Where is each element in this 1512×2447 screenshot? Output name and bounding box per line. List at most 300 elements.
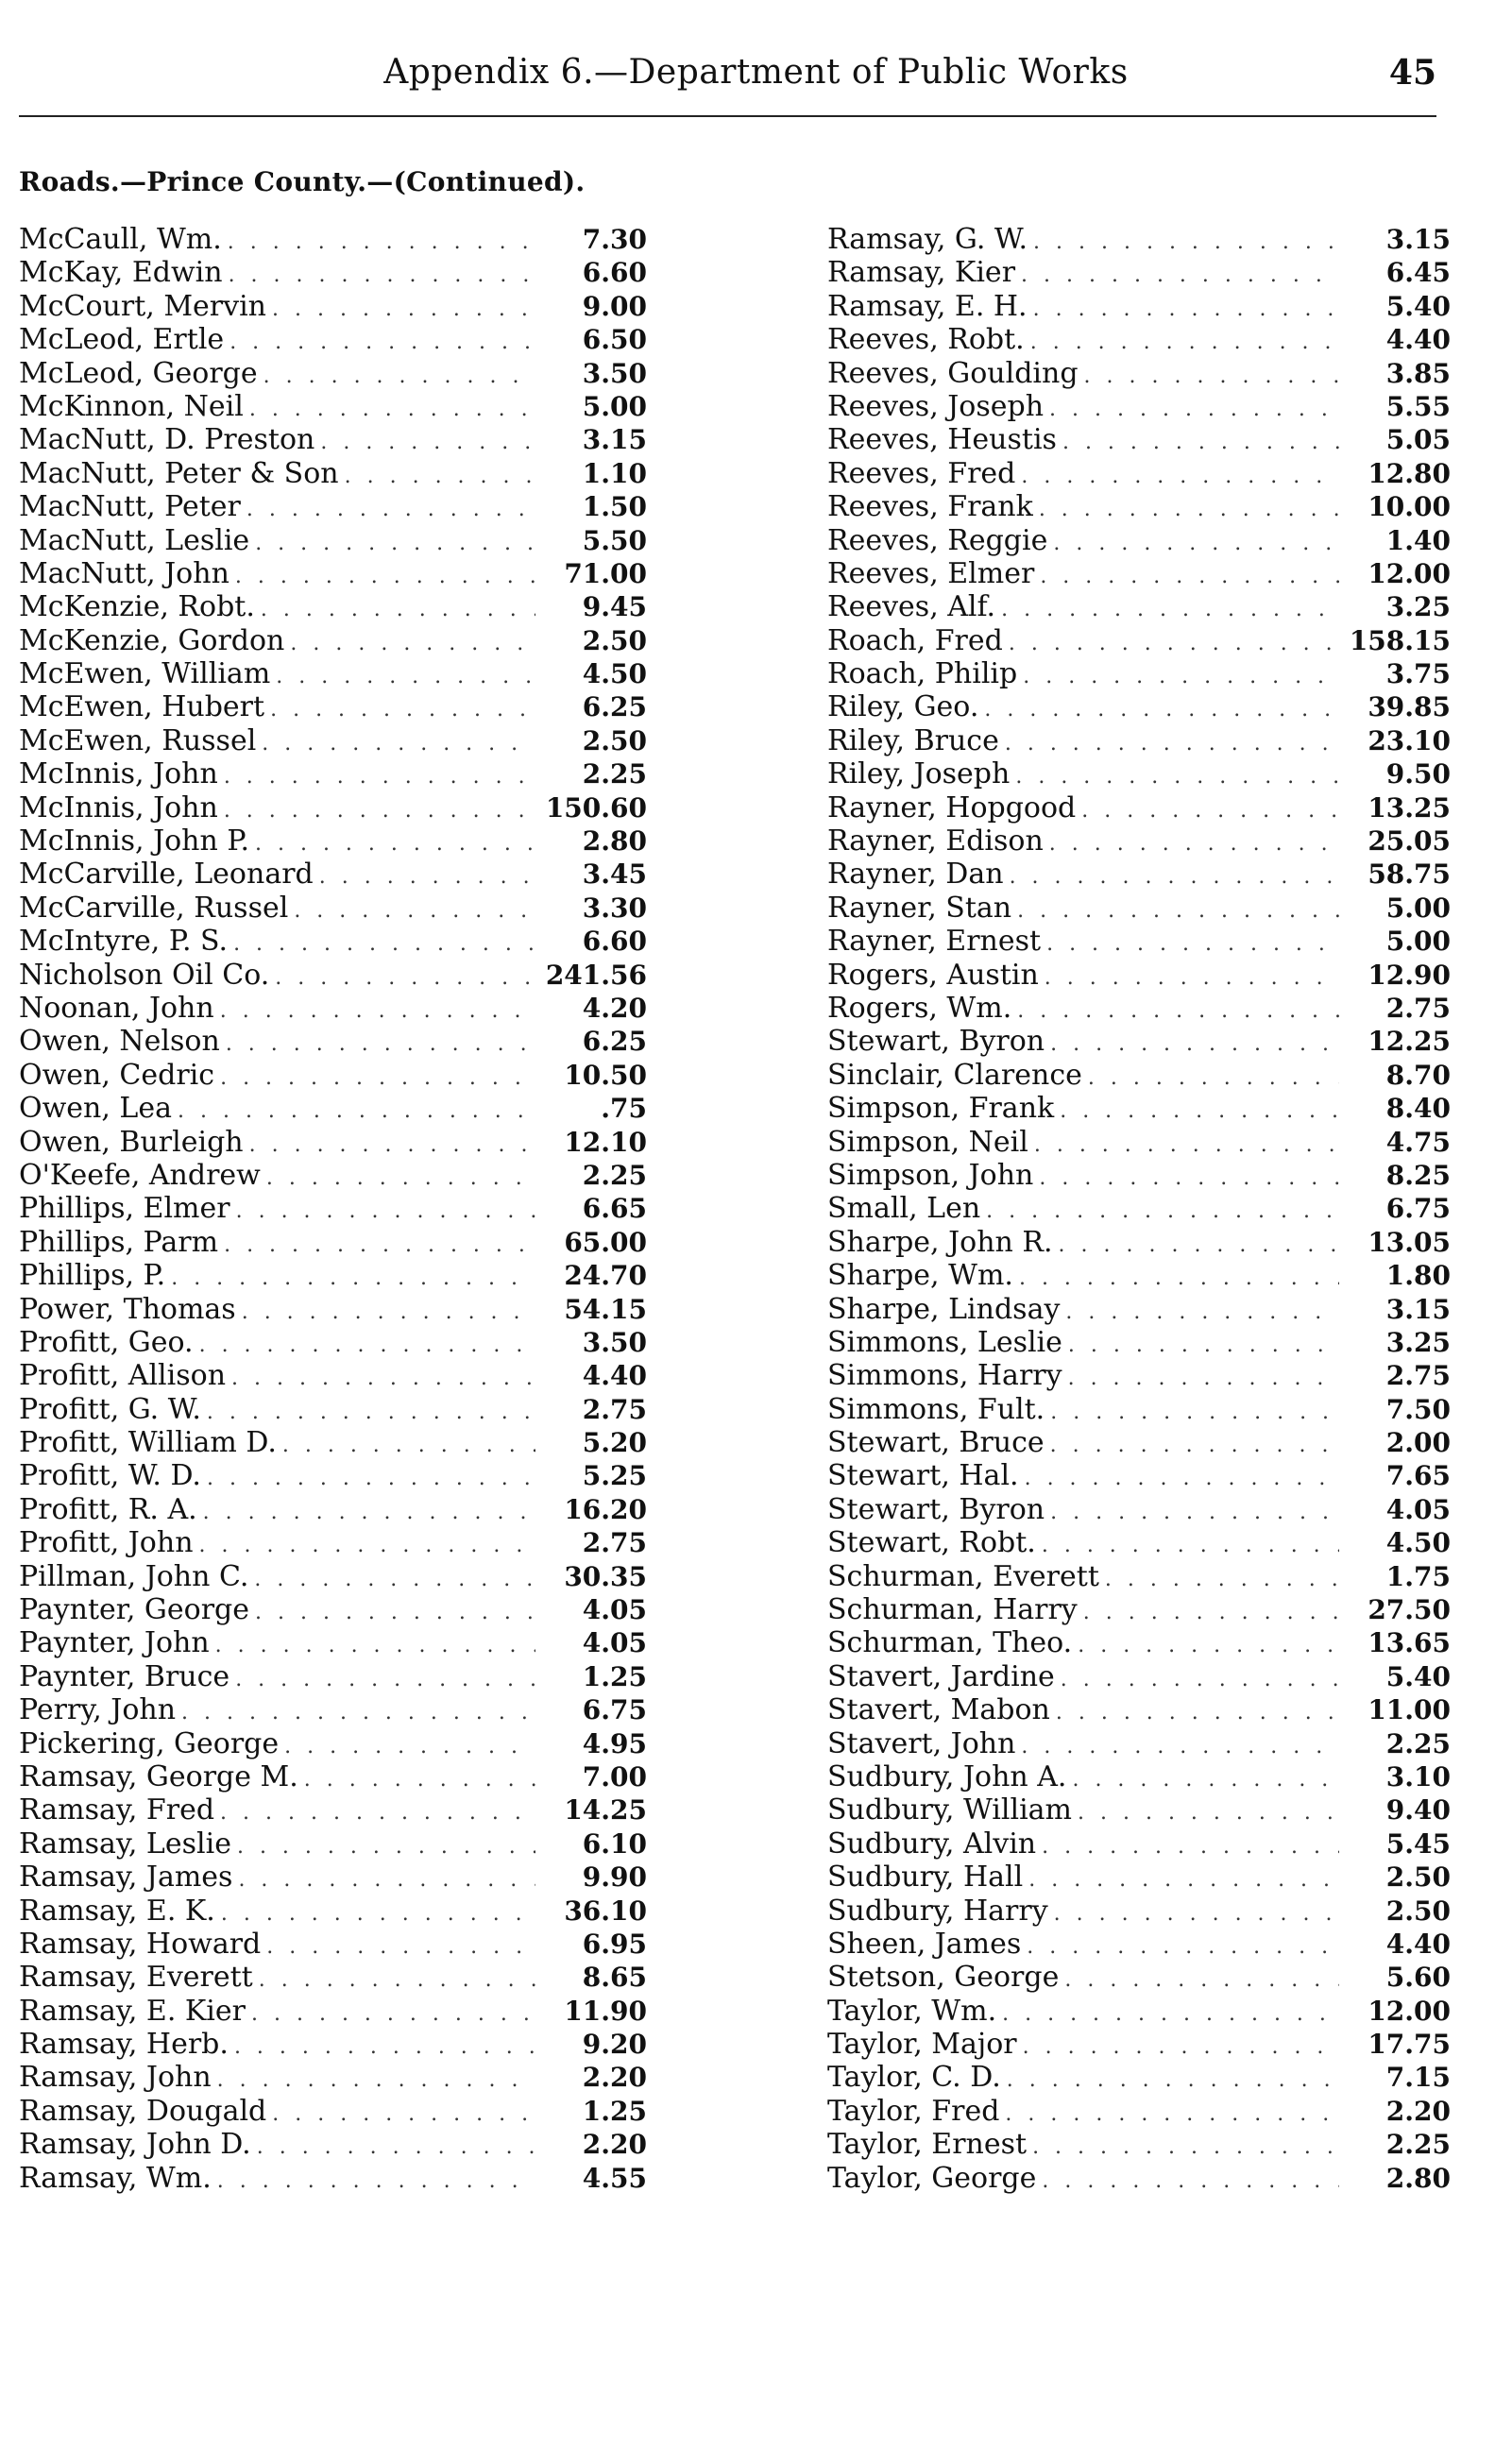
ledger-entry — [827, 1493, 1451, 1526]
ledger-entry — [19, 1693, 647, 1726]
ledger-entry — [19, 1293, 647, 1326]
dot-leader — [229, 326, 535, 359]
ledger-entry — [19, 1359, 647, 1392]
dot-leader — [1078, 1629, 1339, 1662]
payee-name: Riley, Joseph — [827, 757, 1011, 791]
dot-leader — [255, 1596, 535, 1629]
payee-name: Ramsay, Leslie — [19, 1827, 231, 1861]
ledger-entry — [827, 791, 1451, 824]
ledger-entry — [19, 690, 647, 723]
ledger-entry — [827, 624, 1451, 657]
ledger-entry — [19, 624, 647, 657]
payment-amount: 5.40 — [1385, 1660, 1451, 1692]
payment-amount: 3.85 — [1385, 357, 1451, 389]
ledger-entry — [19, 959, 647, 992]
dot-leader — [1021, 259, 1339, 292]
ledger-entry — [827, 1660, 1451, 1693]
dot-leader — [1023, 660, 1339, 693]
payee-name: Taylor, Ernest — [827, 2128, 1028, 2162]
payment-amount: 4.40 — [1385, 324, 1451, 356]
ledger-entry — [19, 1059, 647, 1092]
payment-amount: 5.60 — [1385, 1962, 1451, 1994]
dot-leader — [1050, 1396, 1339, 1429]
payee-name: Profitt, G. W. — [19, 1392, 201, 1426]
ledger-entry — [827, 390, 1451, 423]
payment-amount: 4.95 — [582, 1727, 647, 1759]
ledger-entry — [19, 757, 647, 790]
dot-leader — [984, 693, 1339, 726]
payee-name: Stavert, Jardine — [827, 1659, 1055, 1693]
ledger-entry — [827, 1526, 1451, 1559]
dot-leader — [178, 1095, 535, 1128]
payment-amount: 6.25 — [582, 1026, 647, 1058]
dot-leader — [259, 1963, 535, 1997]
ledger-entry — [827, 1226, 1451, 1259]
payment-amount: 6.75 — [1385, 1193, 1451, 1225]
payee-name: Owen, Cedric — [19, 1058, 215, 1092]
payment-amount: 27.50 — [1368, 1594, 1451, 1626]
payment-amount: 2.00 — [1385, 1427, 1451, 1459]
dot-leader — [1028, 1863, 1339, 1896]
payment-amount: 2.25 — [582, 758, 647, 790]
payee-name: Ramsay, George M. — [19, 1759, 298, 1793]
dot-leader — [1015, 760, 1339, 793]
payment-amount: 3.15 — [1385, 224, 1451, 255]
payee-name: Sheen, James — [827, 1927, 1022, 1961]
section-heading: Roads.—Prince County.—(Continued). — [19, 166, 586, 197]
ledger-entry — [19, 1526, 647, 1559]
dot-leader — [1005, 2098, 1339, 2131]
ledger-entry — [827, 2095, 1451, 2128]
ledger-entry — [19, 1393, 647, 1426]
dot-leader — [1042, 1830, 1339, 1863]
payment-amount: 13.05 — [1368, 1226, 1451, 1258]
ledger-entry — [827, 757, 1451, 790]
payee-name: Reeves, Joseph — [827, 389, 1045, 423]
payee-name: Profitt, R. A. — [19, 1492, 197, 1526]
ledger-entry — [19, 1861, 647, 1894]
ledger-entry — [19, 256, 647, 289]
ledger-entry — [827, 290, 1451, 323]
ledger-entry — [19, 323, 647, 356]
dot-leader — [345, 460, 535, 493]
payment-amount: 4.75 — [1385, 1126, 1451, 1158]
ledger-entry — [827, 1593, 1451, 1626]
dot-leader — [235, 1663, 535, 1696]
ledger-entry — [19, 1760, 647, 1793]
payment-amount: .75 — [601, 1093, 647, 1125]
payment-amount: 12.90 — [1368, 959, 1451, 991]
payee-name: Stewart, Byron — [827, 1025, 1045, 1059]
payee-name: McCaull, Wm. — [19, 223, 222, 256]
payee-name: Sharpe, Wm. — [827, 1259, 1013, 1293]
dot-leader — [1081, 794, 1339, 827]
dot-leader — [1084, 360, 1339, 393]
payment-amount: 1.50 — [582, 491, 647, 523]
ledger-entry — [19, 1593, 647, 1626]
page-number: 45 — [1388, 53, 1436, 93]
payee-name: Power, Thomas — [19, 1292, 236, 1326]
dot-leader — [233, 927, 535, 960]
payee-name: Small, Len — [827, 1192, 981, 1226]
ledger-entry — [827, 524, 1451, 557]
payment-amount: 7.65 — [1385, 1460, 1451, 1492]
ledger-entry — [19, 2162, 647, 2195]
ledger-entry — [19, 490, 647, 523]
payment-amount: 1.25 — [582, 1660, 647, 1692]
ledger-entry — [827, 1560, 1451, 1593]
payee-name: Taylor, George — [827, 2161, 1037, 2195]
dot-leader — [1002, 1997, 1339, 2031]
dot-leader — [215, 1629, 535, 1662]
dot-leader — [1010, 860, 1339, 893]
ledger-entry — [19, 1259, 647, 1292]
ledger-entry — [19, 390, 647, 423]
payee-name: McInnis, John — [19, 757, 218, 791]
dot-leader — [1064, 1963, 1339, 1997]
payee-name: Taylor, Wm. — [827, 1994, 997, 2028]
payee-name: Rayner, Edison — [827, 824, 1044, 858]
payee-name: Sudbury, Hall — [827, 1861, 1024, 1895]
payee-name: Nicholson Oil Co. — [19, 958, 270, 992]
dot-leader — [228, 226, 535, 259]
payment-amount: 9.00 — [582, 290, 647, 322]
dot-leader — [224, 794, 535, 827]
payee-name: Taylor, C. D. — [827, 2061, 1001, 2095]
dot-leader — [203, 1496, 535, 1529]
dot-leader — [1050, 1028, 1339, 1061]
dot-leader — [1056, 1696, 1339, 1729]
ledger-entry — [827, 1426, 1451, 1459]
ledger-entry — [19, 423, 647, 456]
ledger-entry — [19, 557, 647, 590]
payee-name: Ramsay, E. Kier — [19, 1994, 246, 2028]
ledger-entry — [827, 1126, 1451, 1159]
ledger-entry — [827, 2061, 1451, 2094]
dot-leader — [249, 393, 535, 426]
payee-name: Ramsay, Kier — [827, 256, 1016, 290]
payment-amount: 7.50 — [1385, 1393, 1451, 1425]
payee-name: Simmons, Leslie — [827, 1325, 1062, 1359]
ledger-entry — [827, 1793, 1451, 1827]
ledger-entry — [827, 858, 1451, 891]
payee-name: Ramsay, G. W. — [827, 223, 1028, 256]
payee-name: Sharpe, John R. — [827, 1225, 1053, 1259]
payee-name: Paynter, John — [19, 1626, 210, 1660]
dot-leader — [1062, 426, 1339, 459]
dot-leader — [261, 593, 535, 626]
dot-leader — [254, 1563, 535, 1596]
payment-amount: 3.10 — [1385, 1760, 1451, 1793]
left-column — [19, 223, 647, 2195]
payee-name: Stavert, Mabon — [827, 1693, 1050, 1727]
dot-leader — [251, 1997, 535, 2031]
payee-name: Roach, Fred — [827, 623, 1003, 657]
dot-leader — [199, 1329, 535, 1362]
dot-leader — [1021, 460, 1339, 493]
payment-amount: 3.15 — [582, 424, 647, 456]
payment-amount: 8.40 — [1385, 1093, 1451, 1125]
dot-leader — [320, 426, 535, 459]
payment-amount: 2.80 — [1385, 2162, 1451, 2194]
dot-leader — [1019, 1262, 1339, 1295]
dot-leader — [181, 1696, 535, 1729]
payment-amount: 9.20 — [582, 2029, 647, 2061]
payment-amount: 2.80 — [582, 825, 647, 858]
ledger-entry — [827, 925, 1451, 958]
payee-name: Sudbury, William — [827, 1793, 1072, 1827]
dot-leader — [224, 760, 535, 793]
payee-name: Profitt, W. D. — [19, 1459, 201, 1493]
payee-name: Riley, Geo. — [827, 690, 979, 724]
dot-leader — [1032, 2131, 1339, 2164]
payee-name: Ramsay, Wm. — [19, 2161, 212, 2195]
dot-leader — [1078, 1796, 1339, 1829]
payee-name: Reeves, Frank — [827, 490, 1033, 524]
dot-leader — [234, 2031, 535, 2064]
payee-name: Stetson, George — [827, 1961, 1060, 1995]
dot-leader — [284, 1730, 535, 1763]
payee-name: Simpson, John — [827, 1158, 1034, 1192]
ledger-entry — [19, 290, 647, 323]
payment-amount: 241.56 — [545, 959, 647, 991]
ledger-entry — [827, 1861, 1451, 1894]
dot-leader — [220, 1796, 535, 1829]
ledger-entry — [827, 1827, 1451, 1861]
payee-name: Pickering, George — [19, 1726, 280, 1760]
ledger-entry — [19, 892, 647, 925]
payment-amount: 7.00 — [582, 1760, 647, 1793]
payment-amount: 36.10 — [564, 1895, 647, 1927]
payment-amount: 2.20 — [1385, 2095, 1451, 2127]
dot-leader — [304, 1763, 535, 1796]
payment-amount: 3.50 — [582, 1326, 647, 1358]
payee-name: Rayner, Hopgood — [827, 790, 1077, 824]
payee-name: Profitt, William D. — [19, 1426, 277, 1460]
dot-leader — [1059, 1229, 1339, 1262]
ledger-entry — [827, 690, 1451, 723]
payee-name: Schurman, Harry — [827, 1593, 1078, 1627]
payment-amount: 6.95 — [582, 1928, 647, 1960]
payee-name: Reeves, Alf. — [827, 590, 996, 624]
dot-leader — [1050, 1496, 1339, 1529]
payment-amount: 24.70 — [564, 1260, 647, 1292]
ledger-entry — [827, 256, 1451, 289]
payee-name: Ramsay, E. H. — [827, 289, 1028, 323]
ledger-entry — [827, 357, 1451, 390]
header-rule — [19, 115, 1436, 117]
payee-name: Reeves, Heustis — [827, 423, 1057, 457]
ledger-entry — [19, 524, 647, 557]
ledger-entry — [827, 1326, 1451, 1359]
payment-amount: 2.50 — [1385, 1861, 1451, 1894]
payment-amount: 3.25 — [1385, 591, 1451, 623]
ledger-entry — [19, 1126, 647, 1159]
ledger-entry — [827, 1192, 1451, 1225]
payee-name: McInnis, John — [19, 790, 218, 824]
payee-name: Schurman, Theo. — [827, 1626, 1073, 1660]
payment-amount: 2.75 — [582, 1393, 647, 1425]
payee-name: O'Keefe, Andrew — [19, 1158, 261, 1192]
payment-amount: 16.20 — [564, 1493, 647, 1525]
dot-leader — [1042, 2165, 1339, 2198]
right-column — [827, 223, 1451, 2195]
payee-name: Rogers, Wm. — [827, 991, 1012, 1025]
payment-amount: 3.15 — [1385, 1293, 1451, 1325]
ledger-entry — [827, 892, 1451, 925]
payee-name: MacNutt, Peter & Son — [19, 456, 339, 490]
payment-amount: 4.50 — [582, 658, 647, 690]
ledger-entry — [19, 1560, 647, 1593]
payee-name: McLeod, George — [19, 356, 258, 390]
payment-amount: 4.40 — [582, 1360, 647, 1392]
dot-leader — [226, 1028, 535, 1061]
payee-name: Owen, Burleigh — [19, 1125, 244, 1159]
payee-name: Reeves, Elmer — [827, 556, 1035, 590]
ledger-entry — [19, 1995, 647, 2028]
ledger-entry — [19, 724, 647, 757]
payee-name: McEwen, Russel — [19, 723, 257, 757]
ledger-entry — [19, 791, 647, 824]
payment-amount: 5.00 — [1385, 926, 1451, 958]
ledger-entry — [827, 959, 1451, 992]
dot-leader — [1033, 226, 1339, 259]
payee-name: McEwen, William — [19, 657, 271, 691]
payment-amount: 2.50 — [582, 624, 647, 656]
payment-amount: 12.25 — [1368, 1026, 1451, 1058]
ledger-entry — [827, 557, 1451, 590]
payment-amount: 6.45 — [1385, 257, 1451, 289]
payment-amount: 65.00 — [564, 1226, 647, 1258]
dot-leader — [1034, 1129, 1339, 1162]
ledger-entry — [19, 1895, 647, 1928]
dot-leader — [229, 259, 535, 292]
payment-amount: 1.80 — [1385, 1260, 1451, 1292]
payee-name: McCarville, Leonard — [19, 858, 314, 892]
dot-leader — [1088, 1062, 1339, 1095]
payment-amount: 1.40 — [1385, 524, 1451, 556]
ledger-entry — [19, 1025, 647, 1058]
payment-amount: 25.05 — [1368, 825, 1451, 858]
ledger-entry — [827, 1159, 1451, 1192]
dot-leader — [290, 627, 535, 660]
ledger-entry — [19, 1660, 647, 1693]
dot-leader — [1027, 1930, 1339, 1963]
payment-amount: 2.50 — [582, 724, 647, 756]
payee-name: Profitt, Geo. — [19, 1325, 194, 1359]
ledger-entry — [19, 1459, 647, 1492]
payment-amount: 7.30 — [582, 224, 647, 255]
payee-name: Reeves, Fred — [827, 456, 1016, 490]
ledger-entry — [827, 1459, 1451, 1492]
payee-name: Paynter, Bruce — [19, 1659, 230, 1693]
payee-name: Sudbury, Alvin — [827, 1827, 1037, 1861]
payee-name: Stewart, Hal. — [827, 1459, 1019, 1493]
running-title: Appendix 6.—Department of Public Works — [383, 53, 1129, 92]
ledger-entry — [19, 590, 647, 623]
payment-amount: 13.25 — [1368, 791, 1451, 824]
dot-leader — [1017, 994, 1339, 1028]
payee-name: Ramsay, Herb. — [19, 2028, 229, 2062]
payee-name: Owen, Lea — [19, 1092, 172, 1126]
payee-name: Ramsay, Dougald — [19, 2094, 267, 2128]
payment-amount: 30.35 — [564, 1560, 647, 1592]
payee-name: Sudbury, Harry — [827, 1894, 1048, 1928]
ledger-entry — [19, 1426, 647, 1459]
payment-amount: 1.25 — [582, 2095, 647, 2127]
payee-name: McKenzie, Gordon — [19, 623, 285, 657]
ledger-entry — [19, 1192, 647, 1225]
payee-name: McCarville, Russel — [19, 891, 289, 925]
payment-amount: 7.15 — [1385, 2062, 1451, 2094]
dot-leader — [1065, 1296, 1339, 1329]
dot-leader — [224, 1229, 535, 1262]
dot-leader — [319, 860, 535, 893]
ledger-entry — [19, 1226, 647, 1259]
dot-leader — [1049, 827, 1339, 860]
dot-leader — [1045, 961, 1339, 994]
payment-amount: 4.50 — [1385, 1527, 1451, 1559]
payment-amount: 6.75 — [582, 1694, 647, 1726]
ledger-entry — [19, 1727, 647, 1760]
payment-amount: 4.05 — [582, 1627, 647, 1659]
payment-amount: 150.60 — [545, 791, 647, 824]
dot-leader — [1001, 593, 1339, 626]
dot-leader — [1005, 727, 1339, 760]
dot-leader — [207, 1396, 535, 1429]
payment-amount: 12.80 — [1368, 457, 1451, 489]
dot-leader — [171, 1262, 535, 1295]
ledger-entry — [827, 323, 1451, 356]
dot-leader — [217, 2064, 535, 2097]
payment-amount: 8.65 — [582, 1962, 647, 1994]
payment-amount: 14.25 — [564, 1794, 647, 1827]
page-header — [0, 53, 1512, 110]
ledger-entry — [827, 1928, 1451, 1961]
dot-leader — [1023, 2031, 1339, 2064]
payment-amount: 8.25 — [1385, 1159, 1451, 1191]
dot-leader — [257, 2131, 535, 2164]
payee-name: MacNutt, Leslie — [19, 523, 250, 557]
payee-name: Roach, Philip — [827, 657, 1018, 691]
dot-leader — [242, 1296, 535, 1329]
payee-name: McIntyre, P. S. — [19, 925, 229, 959]
payee-name: Pillman, John C. — [19, 1559, 249, 1593]
payment-amount: 4.55 — [582, 2162, 647, 2194]
payee-name: McLeod, Ertle — [19, 323, 225, 357]
payee-name: Taylor, Fred — [827, 2094, 1000, 2128]
dot-leader — [1039, 493, 1339, 526]
ledger-entry — [19, 457, 647, 490]
dot-leader — [1021, 1730, 1339, 1763]
payment-amount: 2.75 — [1385, 992, 1451, 1024]
dot-leader — [220, 994, 535, 1028]
ledger-entry — [827, 1293, 1451, 1326]
dot-leader — [199, 1529, 535, 1562]
payment-amount: 1.75 — [1385, 1560, 1451, 1592]
payee-name: MacNutt, Peter — [19, 490, 241, 524]
dot-leader — [1039, 1162, 1339, 1195]
payment-amount: 3.50 — [582, 357, 647, 389]
payee-name: Sudbury, John A. — [827, 1759, 1067, 1793]
dot-leader — [986, 1195, 1339, 1228]
payee-name: McInnis, John P. — [19, 824, 249, 858]
payment-amount: 2.25 — [1385, 2129, 1451, 2161]
payment-amount: 9.40 — [1385, 1794, 1451, 1827]
payment-amount: 9.90 — [582, 1861, 647, 1894]
dot-leader — [220, 1062, 535, 1095]
payee-name: Reeves, Reggie — [827, 523, 1048, 557]
